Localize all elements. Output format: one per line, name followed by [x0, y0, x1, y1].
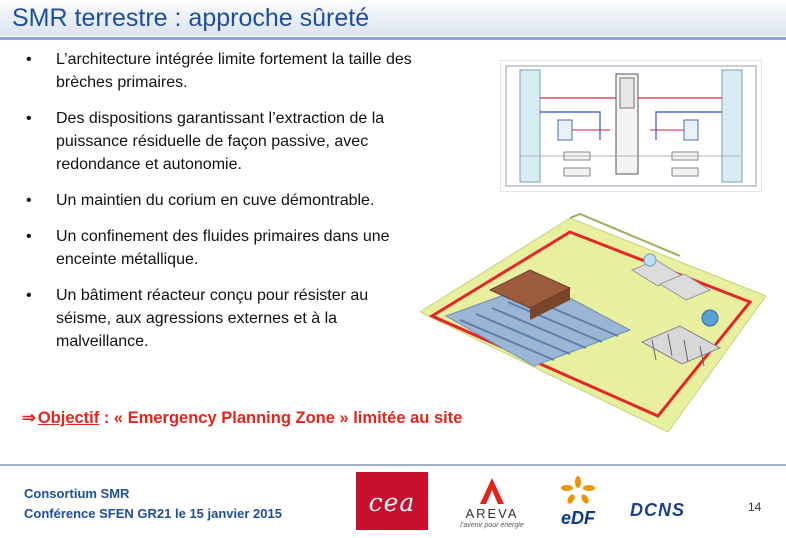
bullet-marker: • — [26, 110, 32, 127]
bullet-text: Un maintien du corium en cuve démontrable. — [56, 192, 375, 209]
site-layout-illustration — [420, 210, 766, 436]
bullet-item — [26, 225, 426, 271]
objective-text: : « Emergency Planning Zone » limitée au site — [99, 409, 463, 427]
bullet-marker: • — [26, 51, 32, 68]
cea-logo-text: cea — [368, 488, 416, 517]
areva-tagline: l’avenir pour énergie — [460, 522, 524, 529]
areva-a-icon — [452, 476, 532, 506]
bullet-text: L’architecture intégrée limite fortement la taille des brèches primaires. — [56, 51, 412, 91]
bullet-item — [26, 48, 426, 94]
slide-title: SMR terrestre : approche sûreté — [12, 4, 370, 32]
title-divider — [0, 37, 786, 40]
bullet-text: Un bâtiment réacteur conçu pour résister au séisme, aux agressions externes et à la malveillance. — [56, 287, 369, 350]
passive-cooling-schematic — [500, 60, 762, 192]
implies-arrow: ⇒ — [22, 409, 36, 427]
edf-logo — [554, 476, 602, 532]
footer-conference: Conférence SFEN GR21 le 15 janvier 2015 — [24, 506, 282, 521]
page-number: 14 — [748, 500, 762, 514]
objective-label: Objectif — [37, 409, 100, 427]
areva-logo — [452, 476, 532, 532]
title-bar — [0, 0, 786, 36]
footer-divider — [0, 464, 786, 466]
bullet-text: Un confinement des fluides primaires dans une enceinte métallique. — [56, 228, 390, 268]
bullet-text: Des dispositions garantissant l’extraction de la puissance résiduelle de façon passive, avec redondance et autonomie. — [56, 110, 385, 173]
footer-text — [24, 484, 282, 524]
objective-line — [22, 408, 462, 428]
cea-logo — [356, 472, 428, 530]
dcns-logo: DCNS — [630, 500, 686, 520]
footer-consortium: Consortium SMR — [24, 486, 130, 501]
edf-sun-icon — [554, 476, 602, 506]
bullet-item — [26, 107, 426, 176]
bullet-item — [26, 189, 426, 212]
areva-wordmark: AREVA — [465, 506, 519, 521]
bullet-marker: • — [26, 192, 32, 209]
bullet-list — [26, 48, 426, 366]
bullet-marker: • — [26, 228, 32, 245]
edf-wordmark: eDF — [560, 508, 595, 528]
bullet-item — [26, 284, 426, 353]
bullet-marker: • — [26, 287, 32, 304]
